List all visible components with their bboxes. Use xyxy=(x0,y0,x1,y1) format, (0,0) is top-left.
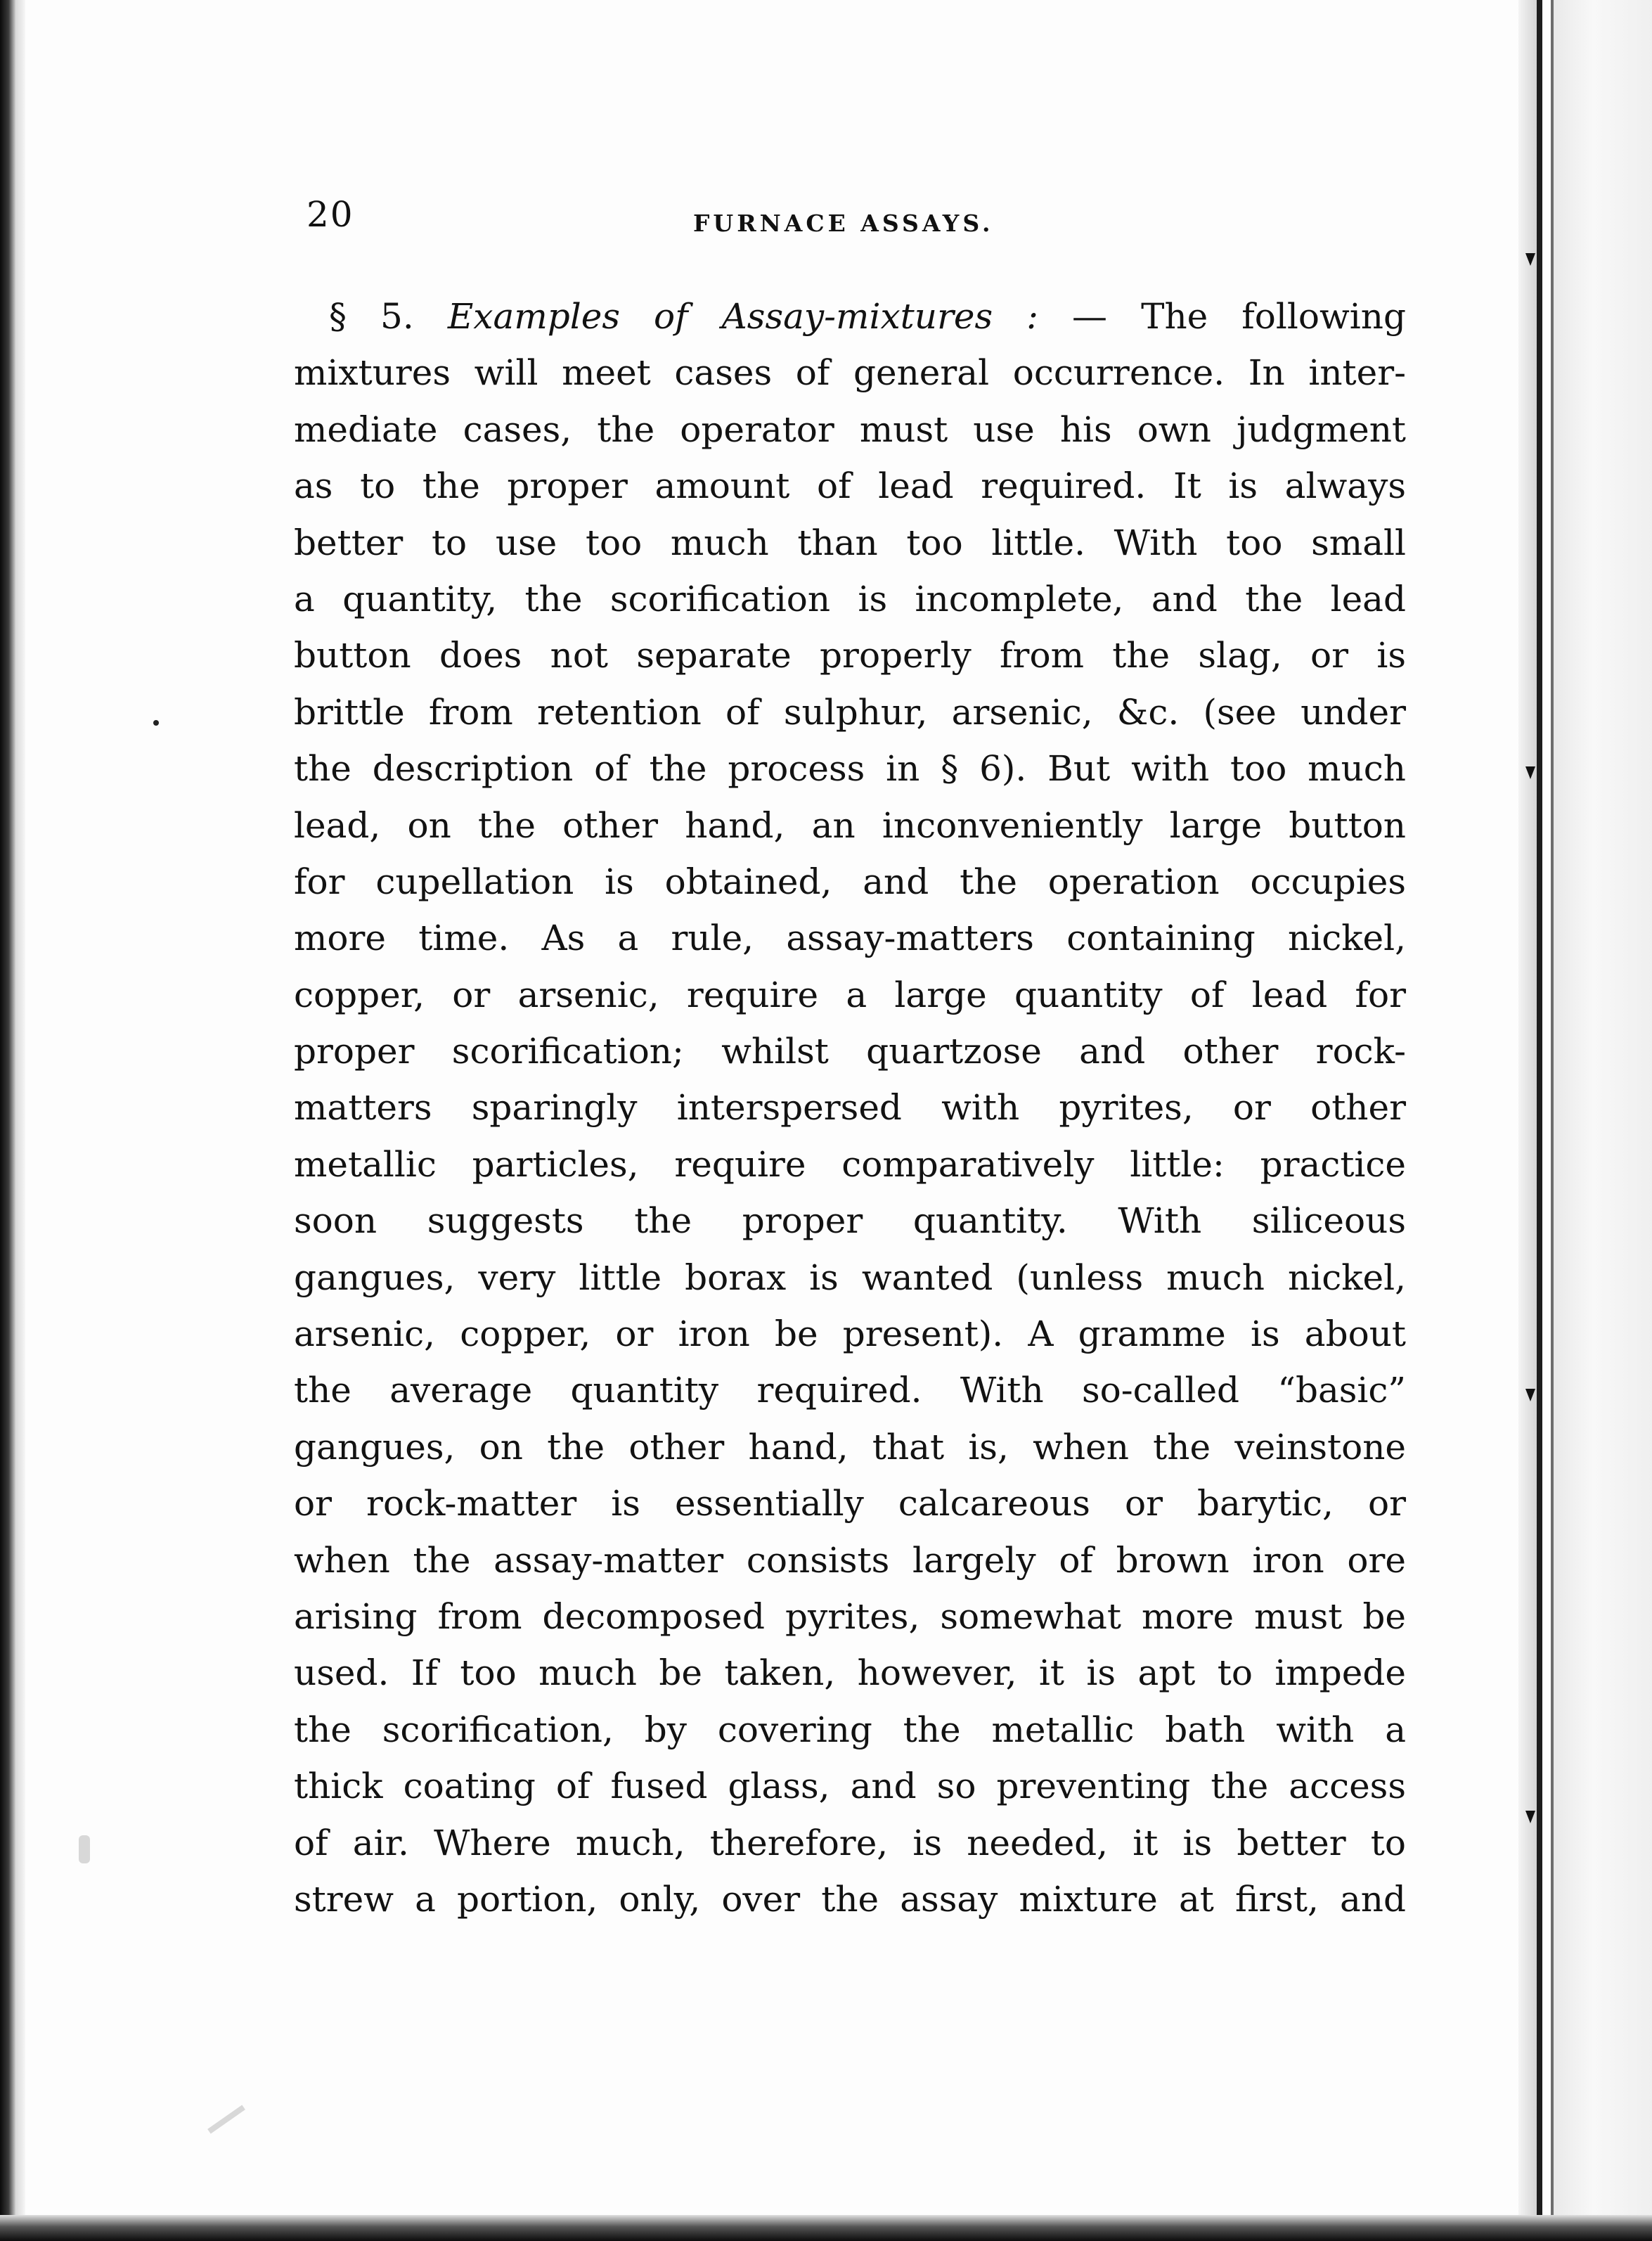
page-header xyxy=(306,194,1403,250)
text-line: the average quantity required. With so-called “basic” xyxy=(294,1370,1406,1411)
text-line: metallic particles, require comparatively little: practice xyxy=(294,1143,1406,1185)
text-line: mediate cases, the operator must use his own judgment xyxy=(294,409,1406,450)
text-line: matters sparingly interspersed with pyrites, or other xyxy=(294,1087,1406,1129)
section-title: Examples of Assay-mixtures : xyxy=(447,296,1038,337)
text-line: used. If too much be taken, however, it is apt to impede xyxy=(294,1652,1406,1694)
text-line: arsenic, copper, or iron be present). A gramme is about xyxy=(294,1314,1406,1355)
section-number: § 5. xyxy=(329,296,414,337)
text-line: the description of the process in § 6). But with too much xyxy=(294,748,1406,790)
text-line: as to the proper amount of lead required. It is always xyxy=(294,465,1406,507)
page-number: 20 xyxy=(306,194,354,235)
text-line: better to use too much than too little. With too small xyxy=(294,522,1406,563)
gutter-binding-line xyxy=(1537,0,1542,2222)
text-line: thick coating of fused glass, and so preventing the access xyxy=(294,1766,1406,1807)
text-line: more time. As a rule, assay-matters containing nickel, xyxy=(294,918,1406,959)
text-line: gangues, very little borax is wanted (unless much nickel, xyxy=(294,1257,1406,1298)
text-line: for cupellation is obtained, and the operation occupies xyxy=(294,861,1406,902)
paper-blemish xyxy=(207,2105,245,2134)
running-head: FURNACE ASSAYS. xyxy=(693,210,994,237)
body-text xyxy=(294,288,1406,1927)
scanner-border-left xyxy=(0,0,15,2241)
text-line: strew a portion, only, over the assay mixture at first, and xyxy=(294,1878,1406,1920)
text-line: mixtures will meet cases of general occurrence. In inter- xyxy=(294,352,1406,394)
page-edge-left xyxy=(15,0,25,2241)
section-lead-in: — The following xyxy=(1072,296,1406,337)
text-line: arising from decomposed pyrites, somewhat more must be xyxy=(294,1595,1406,1637)
text-line: of air. Where much, therefore, is needed, it is better to xyxy=(294,1822,1406,1863)
text-line: or rock-matter is essentially calcareous or barytic, or xyxy=(294,1483,1406,1524)
text-line: when the assay-matter consists largely of brown iron ore xyxy=(294,1539,1406,1581)
gutter-binding-line-secondary xyxy=(1551,0,1554,2222)
text-line: button does not separate properly from the slag, or is xyxy=(294,635,1406,676)
dust-speck xyxy=(153,720,159,726)
text-line: proper scorification; whilst quartzose and other rock- xyxy=(294,1031,1406,1072)
paper-blemish xyxy=(79,1835,90,1863)
scanner-border-bottom xyxy=(0,2215,1652,2241)
paragraph-first-line xyxy=(294,288,1406,345)
text-line: copper, or arsenic, require a large quantity of lead for xyxy=(294,974,1406,1015)
facing-page-edge xyxy=(1554,0,1652,2222)
text-line: lead, on the other hand, an inconveniently large button xyxy=(294,804,1406,846)
text-line: the scorification, by covering the metallic bath with a xyxy=(294,1709,1406,1750)
text-line: soon suggests the proper quantity. With siliceous xyxy=(294,1200,1406,1242)
text-line: brittle from retention of sulphur, arsenic, &c. (see under xyxy=(294,691,1406,733)
text-line: gangues, on the other hand, that is, when the veinstone xyxy=(294,1426,1406,1468)
text-line: a quantity, the scorification is incomplete, and the lead xyxy=(294,578,1406,619)
